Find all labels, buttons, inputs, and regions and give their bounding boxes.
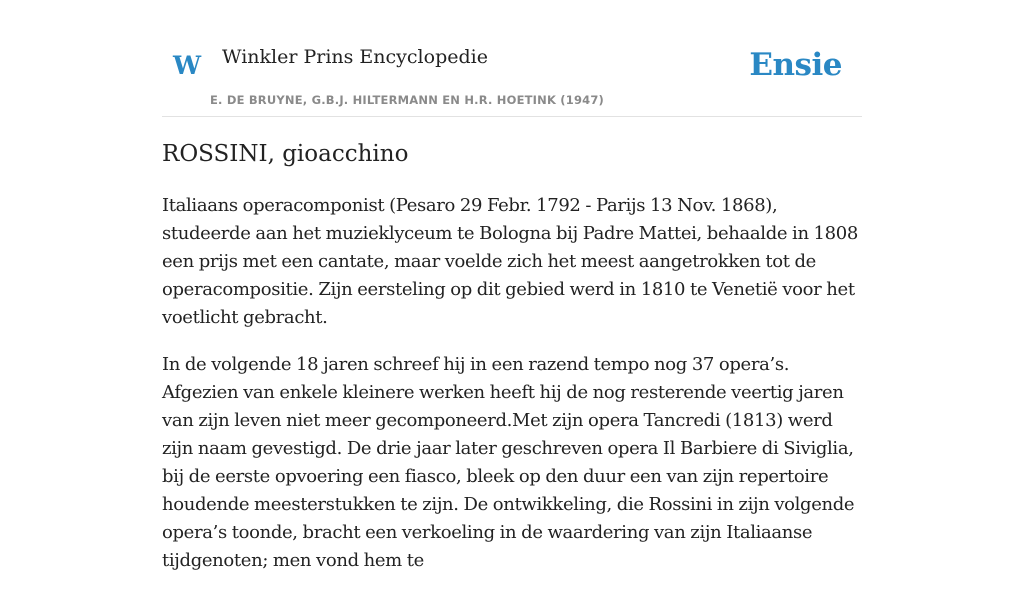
source-header	[162, 0, 862, 117]
article-title: ROSSINI, gioacchino	[162, 141, 409, 167]
source-title[interactable]: Winkler Prins Encyclopedie	[222, 46, 488, 68]
article-paragraph-2: In de volgende 18 jaren schreef hij in een razend tempo nog 37 opera’s. Afgezien van enkele kleinere werken heeft hij de nog resterende veertig jaren van zijn leven niet meer gecomponeerd.Met zijn opera Tancredi (1813) werd zijn naam gevestigd. De drie jaar later geschreven opera Il Barbiere di Siviglia, bij de eerste opvoering een fiasco, bleek op den duur een van zijn repertoire houdende meesterstukken te zijn. De ontwikkeling, die Rossini in zijn volgende opera’s toonde, bracht een verkoeling in de waardering van zijn Italiaanse tijdgenoten; men vond hem te	[162, 354, 855, 571]
article-paragraph-1: Italiaans operacomponist (Pesaro 29 Febr. 1792 - Parijs 13 Nov. 1868), studeerde aan het muzieklyceum te Bologna bij Padre Mattei, behaalde in 1808 een prijs met een cantate, maar voelde zich het meest aangetrokken tot de operacompositie. Zijn eersteling op dit gebied werd in 1810 te Venetië voor het voetlicht gebracht.	[162, 195, 858, 328]
winkler-prins-logo-icon[interactable]: W	[173, 51, 202, 80]
article	[162, 138, 862, 594]
ensie-brand-logo[interactable]: Ensie	[749, 47, 842, 83]
source-authors: E. DE BRUYNE, G.B.J. HILTERMANN EN H.R. HOETINK (1947)	[210, 93, 605, 107]
